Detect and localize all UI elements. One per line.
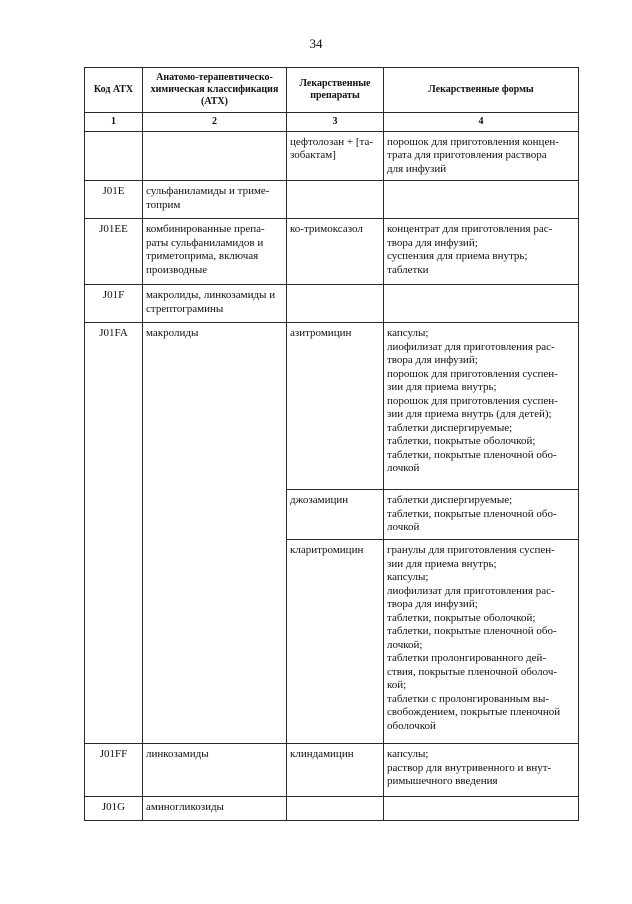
forms-cell	[384, 797, 579, 821]
dosage-form: концентрат для приготовления рас-	[387, 223, 553, 235]
header-line: Анатомо-терапевтическо-	[156, 72, 273, 83]
classification-text: комбинированные препа-	[146, 223, 265, 235]
drug-cell	[287, 744, 384, 797]
dosage-form: таблетки диспергируемые;	[387, 421, 513, 434]
drug-name: джозамицин	[290, 494, 349, 506]
drug-name: ко-тримоксазол	[290, 223, 363, 235]
column-number-row	[85, 113, 579, 132]
dosage-form: зии для приема внутрь;	[387, 557, 497, 570]
table-row	[85, 323, 579, 490]
dosage-form: капсулы;	[387, 748, 429, 760]
header-line: химическая классификация	[150, 84, 279, 95]
drug-cell	[287, 285, 384, 323]
table-row	[85, 131, 579, 181]
dosage-form: порошок для приготовления суспен-	[387, 367, 558, 380]
classification-text: сульфаниламиды и триме-	[146, 185, 270, 197]
dosage-form: таблетки пролонгированного дей-	[387, 652, 547, 664]
atc-code-cell: J01FA	[85, 323, 143, 744]
dosage-form: лочкой	[387, 462, 420, 474]
table-row	[85, 219, 579, 285]
atc-code-cell: J01F	[85, 285, 143, 323]
table-row	[85, 744, 579, 797]
dosage-form: ствия, покрытые пленочной оболоч-	[387, 665, 558, 678]
dosage-form: таблетки диспергируемые;	[387, 494, 513, 506]
classification-text: линкозамиды	[146, 748, 209, 760]
dosage-form: таблетки	[387, 263, 429, 276]
atc-code-cell: J01E	[85, 181, 143, 219]
table-header-row	[85, 68, 579, 113]
dosage-form: кой;	[387, 679, 407, 691]
drug-name: кларитромицин	[290, 544, 364, 556]
dosage-form: для инфузий	[387, 162, 447, 175]
dosage-form: оболочкой	[387, 719, 436, 732]
header-line: (АТХ)	[201, 96, 228, 107]
table-row	[85, 285, 579, 323]
column-number: 4	[384, 113, 579, 132]
atc-code-cell	[85, 131, 143, 181]
dosage-form: раствор для внутривенного и внут-	[387, 761, 552, 774]
dosage-form: лиофилизат для приготовления рас-	[387, 340, 555, 353]
classification-cell	[143, 181, 287, 219]
dosage-form: капсулы;	[387, 327, 429, 339]
drug-name: азитромицин	[290, 327, 352, 339]
classification-text: стрептограмины	[146, 302, 224, 315]
header-atc-classification	[143, 68, 287, 113]
dosage-form: таблетки с пролонгированным вы-	[387, 692, 550, 705]
classification-text: триметоприма, включая	[146, 250, 259, 262]
dosage-form: лочкой	[387, 521, 420, 533]
classification-text: топрим	[146, 198, 181, 211]
classification-cell	[143, 744, 287, 797]
dosage-form: свобождением, покрытые пленочной	[387, 706, 561, 718]
classification-cell	[143, 323, 287, 744]
classification-text: аминогликозиды	[146, 801, 224, 813]
dosage-form: таблетки, покрытые пленочной обо-	[387, 448, 557, 461]
drug-name: цефтолозан + [та-	[290, 135, 374, 148]
dosage-form: гранулы для приготовления суспен-	[387, 544, 555, 556]
atc-code-cell: J01EE	[85, 219, 143, 285]
forms-cell	[384, 285, 579, 323]
dosage-form: римышечного введения	[387, 775, 498, 787]
atc-code-cell: J01G	[85, 797, 143, 821]
column-number: 3	[287, 113, 384, 132]
header-line: Лекарственные	[299, 78, 371, 89]
drug-cell	[287, 219, 384, 285]
classification-text: макролиды	[146, 327, 199, 339]
forms-cell	[384, 219, 579, 285]
dosage-form: лочкой;	[387, 638, 423, 651]
classification-text: макролиды, линкозамиды и	[146, 289, 276, 301]
dosage-form: таблетки, покрытые пленочной обо-	[387, 507, 557, 520]
header-dosage-forms: Лекарственные формы	[384, 68, 579, 113]
dosage-form: капсулы;	[387, 571, 429, 583]
forms-cell	[384, 131, 579, 181]
column-number: 1	[85, 113, 143, 132]
table-row	[85, 797, 579, 821]
dosage-form: зии для приема внутрь;	[387, 381, 497, 393]
dosage-form: таблетки, покрытые оболочкой;	[387, 611, 536, 624]
drug-cell	[287, 797, 384, 821]
page-number: 34	[309, 36, 323, 51]
dosage-form: зии для приема внутрь (для детей);	[387, 408, 552, 420]
drug-cell	[287, 323, 384, 490]
dosage-form: таблетки, покрытые оболочкой;	[387, 435, 536, 447]
forms-cell	[384, 323, 579, 490]
header-line: препараты	[310, 90, 360, 101]
dosage-form: твора для инфузий;	[387, 236, 478, 249]
drug-cell	[287, 181, 384, 219]
dosage-form: суспензия для приема внутрь;	[387, 250, 528, 262]
classification-cell	[143, 285, 287, 323]
forms-cell	[384, 540, 579, 744]
column-number: 2	[143, 113, 287, 132]
atc-table	[84, 67, 579, 821]
dosage-form: твора для инфузий;	[387, 354, 478, 366]
dosage-form: таблетки, покрытые пленочной обо-	[387, 625, 557, 637]
drug-cell	[287, 490, 384, 540]
classification-cell	[143, 219, 287, 285]
forms-cell	[384, 181, 579, 219]
forms-cell	[384, 490, 579, 540]
dosage-form: лиофилизат для приготовления рас-	[387, 584, 555, 597]
dosage-form: порошок для приготовления суспен-	[387, 394, 558, 407]
drug-name: клиндамицин	[290, 748, 354, 760]
header-drugs	[287, 68, 384, 113]
classification-text: раты сульфаниламидов и	[146, 236, 264, 249]
dosage-form: трата для приготовления раствора	[387, 149, 547, 161]
header-atc-code: Код АТХ	[85, 68, 143, 113]
table-row	[85, 181, 579, 219]
drug-name: зобактам]	[290, 149, 336, 161]
classification-text: производные	[146, 263, 208, 276]
classification-cell	[143, 131, 287, 181]
dosage-form: твора для инфузий;	[387, 598, 478, 610]
drug-cell	[287, 540, 384, 744]
atc-code-cell: J01FF	[85, 744, 143, 797]
drug-cell	[287, 131, 384, 181]
dosage-form: порошок для приготовления концен-	[387, 135, 559, 148]
classification-cell	[143, 797, 287, 821]
forms-cell	[384, 744, 579, 797]
